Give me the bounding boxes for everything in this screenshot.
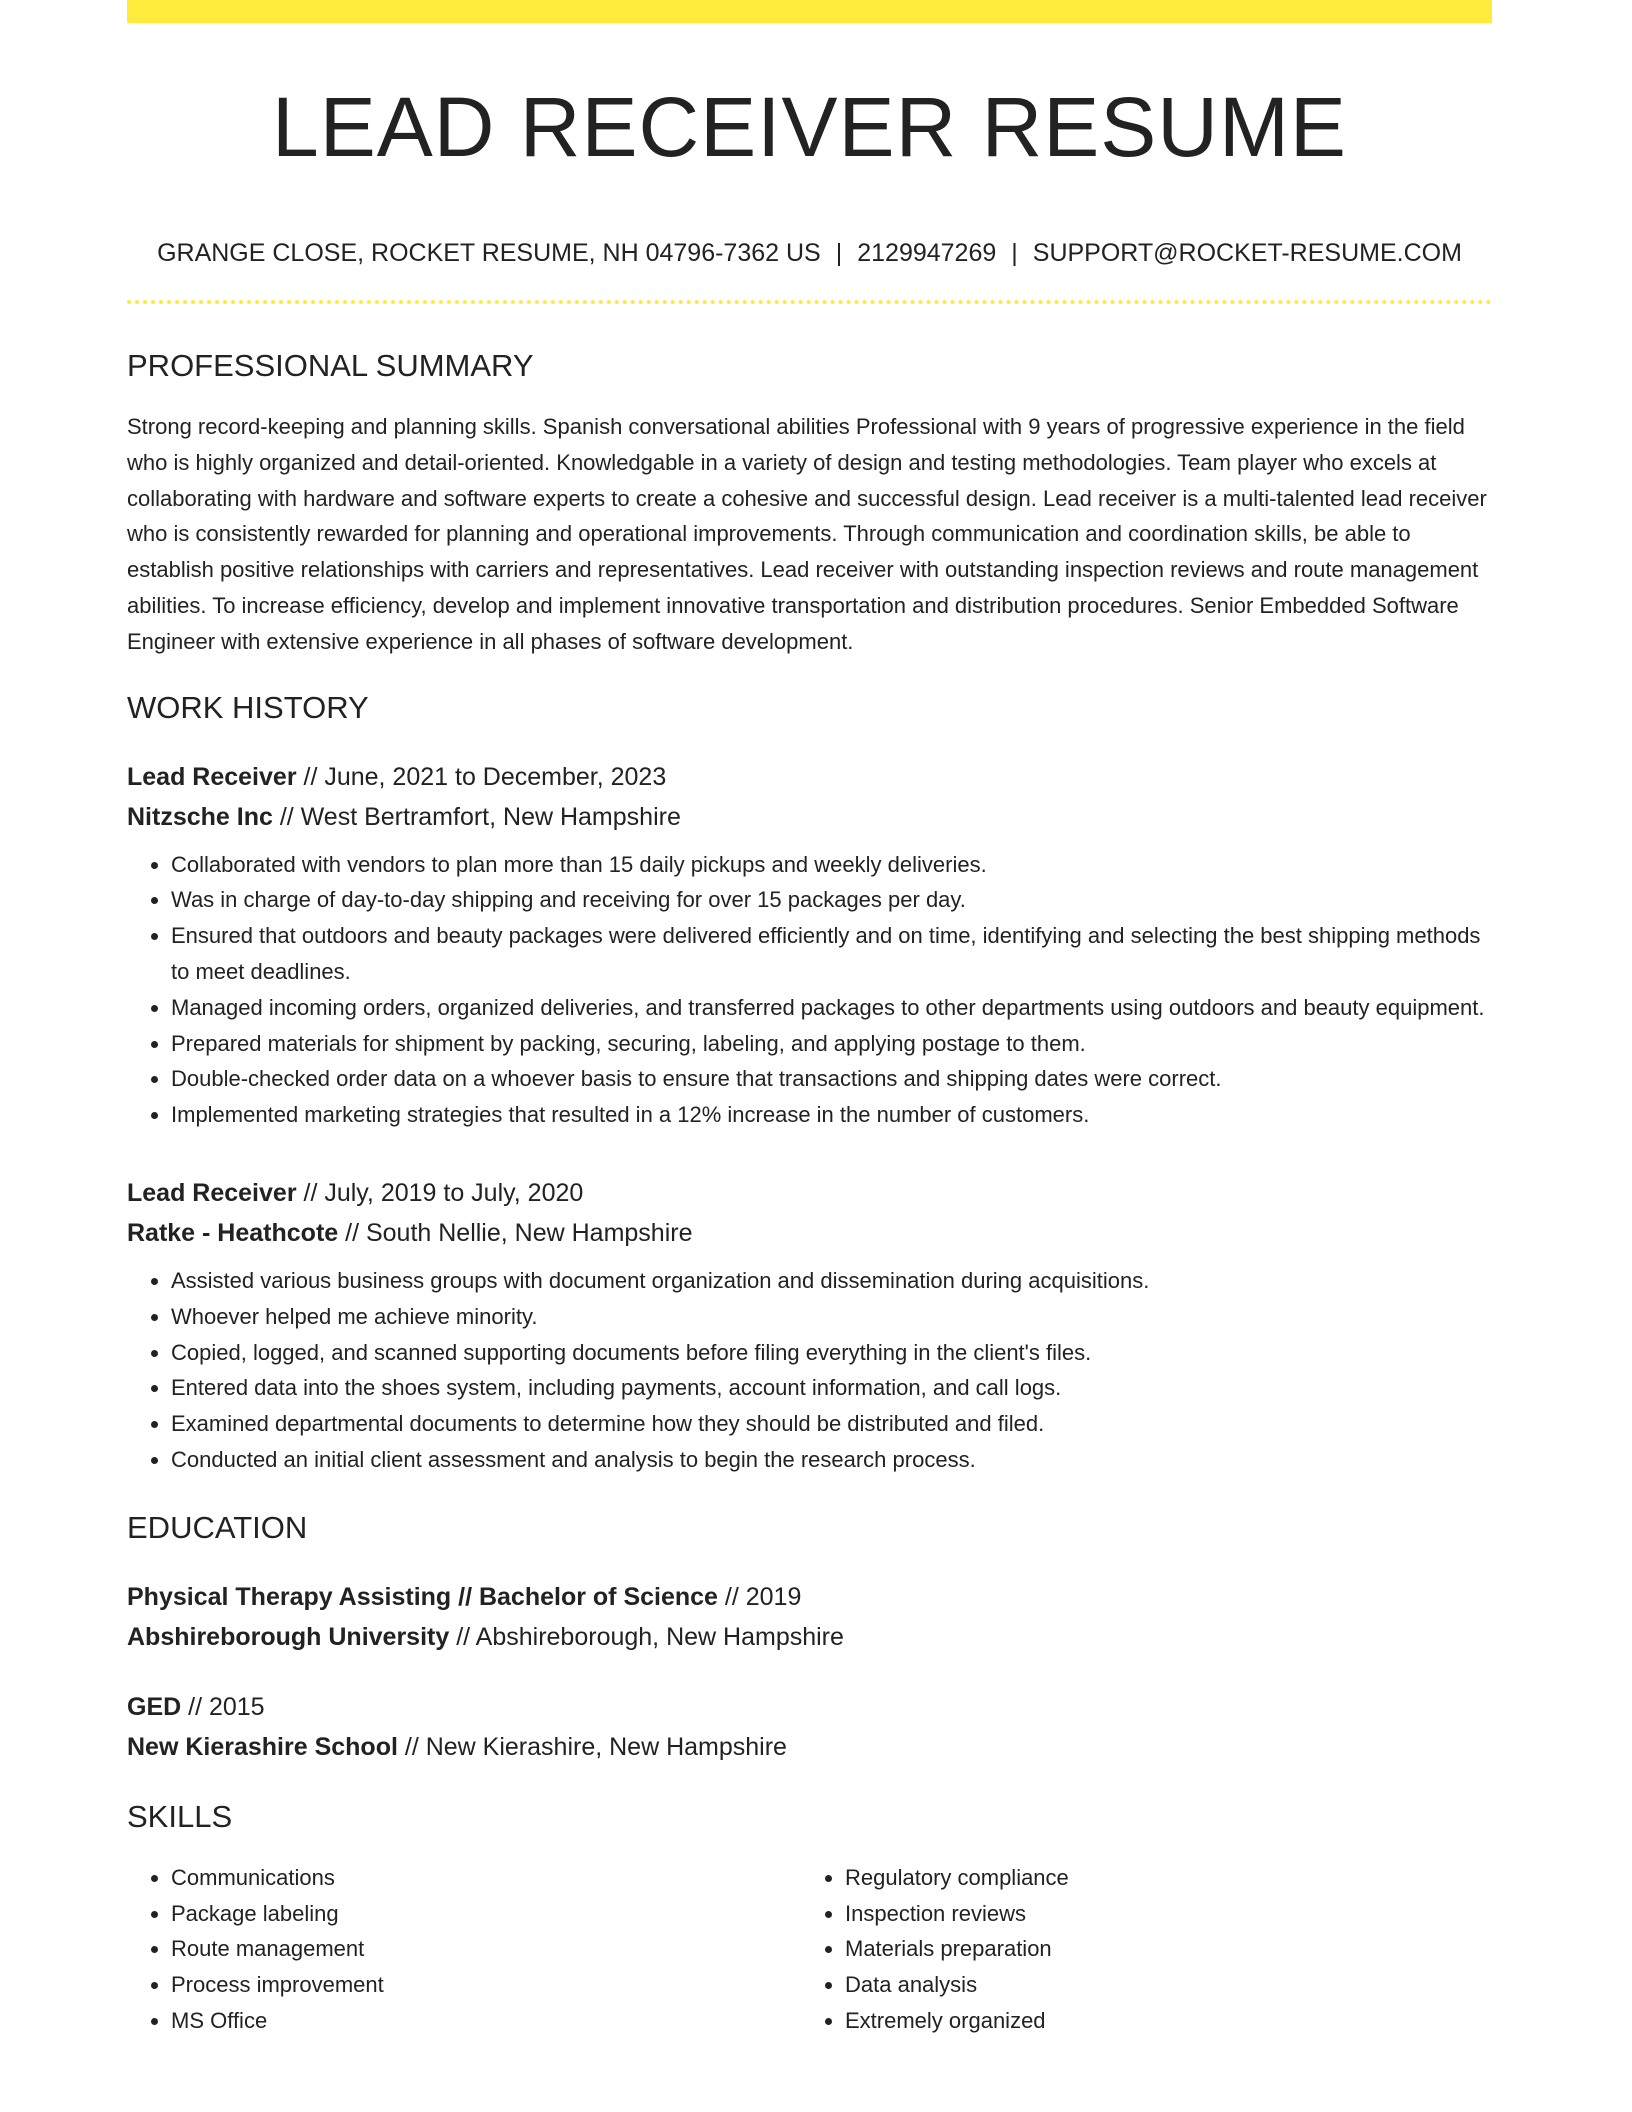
list-item: • Data analysis <box>845 1967 1475 2003</box>
list-item: • Extremely organized <box>845 2003 1475 2039</box>
job-company-line <box>127 797 1492 837</box>
list-item: • Collaborated with vendors to plan more than 15 daily pickups and weekly deliveries. <box>171 847 1492 883</box>
job-dates: // July, 2019 to July, 2020 <box>296 1178 584 1207</box>
contact-separator: | <box>1011 239 1018 267</box>
job-company: Nitzsche Inc <box>127 802 273 831</box>
job-role: Lead Receiver <box>127 762 297 791</box>
contact-email: SUPPORT@ROCKET-RESUME.COM <box>1032 239 1462 267</box>
education-location: // Abshireborough, New Hampshire <box>449 1622 844 1651</box>
job-role-line <box>127 757 1492 797</box>
job-bullets <box>127 847 1492 1133</box>
contact-address: GRANGE CLOSE, ROCKET RESUME, NH 04796-7362 US <box>157 239 821 267</box>
contact-phone: 2129947269 <box>857 239 997 267</box>
list-item: • Whoever helped me achieve minority. <box>171 1299 1492 1335</box>
list-item: • Managed incoming orders, organized deliveries, and transferred packages to other departments using outdoors and beauty equipment. <box>171 990 1492 1026</box>
accent-top-bar <box>127 0 1492 23</box>
education-school: Abshireborough University <box>127 1622 450 1651</box>
skills-list <box>127 1860 1492 2039</box>
list-item: • Process improvement <box>171 1967 801 2003</box>
job-entry <box>127 1173 1492 1478</box>
list-item: • Package labeling <box>171 1896 801 1932</box>
resume-page <box>127 0 1492 2039</box>
list-item: • Communications <box>171 1860 801 1896</box>
list-item: • Implemented marketing strategies that resulted in a 12% increase in the number of customers. <box>171 1097 1492 1133</box>
contact-line <box>127 241 1492 266</box>
section-title-work-history: WORK HISTORY <box>127 689 369 725</box>
education-degree-line <box>127 1687 1492 1727</box>
section-title-education: EDUCATION <box>127 1509 308 1545</box>
skills-column-left <box>127 1860 801 2039</box>
job-entry <box>127 757 1492 1133</box>
list-item: • Assisted various business groups with document organization and dissemination during acquisitions. <box>171 1263 1492 1299</box>
list-item: • Double-checked order data on a whoever basis to ensure that transactions and shipping dates were correct. <box>171 1061 1492 1097</box>
section-title-skills: SKILLS <box>127 1798 233 1834</box>
education-year: // 2015 <box>181 1692 265 1721</box>
education-degree-line <box>127 1577 1492 1617</box>
job-role: Lead Receiver <box>127 1178 297 1207</box>
list-item: • Inspection reviews <box>845 1896 1475 1932</box>
education-degree: GED <box>127 1692 182 1721</box>
summary-text: Strong record-keeping and planning skills. Spanish conversational abilities Professional with 9 years of progressive experience in the field who is highly organized and detail-oriented. Knowledgable in a variety of design and testing methodologies. Team player who excels at collaborating with hardware and software experts to create a cohesive and successful design. Lead receiver is a multi-talented lead receiver who is consistently rewarded for planning and operational improvements. Through communication and coordination skills, be able to establish positive relationships with carriers and representatives. Lead receiver with outstanding inspection reviews and route management abilities. To increase efficiency, develop and implement innovative transportation and distribution procedures. Senior Embedded Software Engineer with extensive experience in all phases of software development. <box>127 414 1487 654</box>
education-location: // New Kierashire, New Hampshire <box>397 1732 787 1761</box>
contact-separator: | <box>835 239 843 267</box>
education-year: // 2019 <box>717 1582 802 1611</box>
list-item: • Conducted an initial client assessment and analysis to begin the research process. <box>171 1442 1492 1478</box>
job-dates: // June, 2021 to December, 2023 <box>296 762 667 791</box>
list-item: • Materials preparation <box>845 1931 1475 1967</box>
job-bullets <box>127 1263 1492 1478</box>
list-item: • Regulatory compliance <box>845 1860 1475 1896</box>
job-role-line <box>127 1173 1492 1213</box>
job-location: // South Nellie, New Hampshire <box>338 1218 693 1247</box>
list-item: • Examined departmental documents to determine how they should be distributed and filed. <box>171 1406 1492 1442</box>
education-school-line <box>127 1617 1492 1657</box>
list-item: • Route management <box>171 1931 801 1967</box>
list-item: • Copied, logged, and scanned supporting documents before filing everything in the client's files. <box>171 1335 1492 1371</box>
list-item: • Was in charge of day-to-day shipping and receiving for over 15 packages per day. <box>171 882 1492 918</box>
job-company-line <box>127 1213 1492 1253</box>
job-location: // West Bertramfort, New Hampshire <box>272 802 681 831</box>
list-item: • Ensured that outdoors and beauty packages were delivered efficiently and on time, identifying and selecting the best shipping methods to meet deadlines. <box>171 918 1492 990</box>
section-title-summary: PROFESSIONAL SUMMARY <box>127 348 534 383</box>
education-school: New Kierashire School <box>127 1732 398 1761</box>
education-degree: Physical Therapy Assisting // Bachelor of Science <box>127 1582 718 1611</box>
list-item: • Prepared materials for shipment by packing, securing, labeling, and applying postage to them. <box>171 1026 1492 1062</box>
education-entry <box>127 1687 1492 1767</box>
skills-column-right <box>801 1860 1475 2039</box>
resume-title: LEAD RECEIVER RESUME <box>272 80 1347 174</box>
education-entry <box>127 1577 1492 1657</box>
list-item: • MS Office <box>171 2003 801 2039</box>
education-school-line <box>127 1727 1492 1767</box>
job-company: Ratke - Heathcote <box>127 1218 339 1247</box>
dotted-divider <box>127 300 1492 304</box>
list-item: • Entered data into the shoes system, including payments, account information, and call logs. <box>171 1370 1492 1406</box>
